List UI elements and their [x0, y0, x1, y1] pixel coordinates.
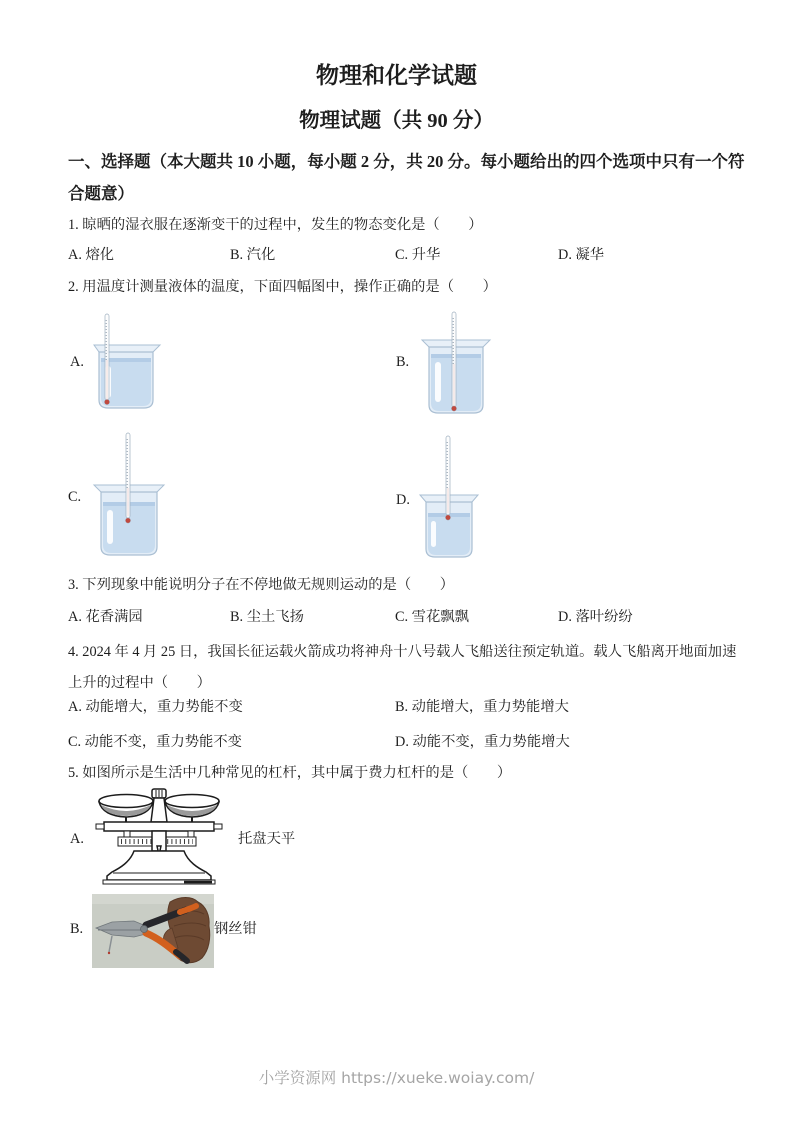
q3-option-c: C. 雪花飘飘 [395, 609, 469, 625]
q4-option-c: C. 动能不变，重力势能不变 [68, 734, 242, 750]
beaker-icon [420, 308, 492, 418]
q2-figure-label-a: A. [70, 354, 84, 370]
beaker-thermometer-figure-b [420, 308, 492, 418]
question-1-text: 1. 晾晒的湿衣服在逐渐变干的过程中，发生的物态变化是（ ） [68, 217, 483, 233]
q5-figure-caption-b: 钢丝钳 [214, 921, 257, 937]
balance-scale-figure [88, 788, 230, 892]
q3-option-d: D. 落叶纷纷 [558, 609, 633, 625]
q5-figure-caption-a: 托盘天平 [238, 831, 296, 847]
q2-figure-label-b: B. [396, 354, 410, 370]
q2-figure-label-c: C. [68, 489, 82, 505]
q1-option-b: B. 汽化 [230, 247, 276, 263]
question-4-text: 4. 2024 年 4 月 25 日，我国长征运载火箭成功将神舟十八号载人飞船送往预定轨道。载人飞船离开地面加速上升的过程中（ ） [68, 644, 737, 691]
q1-option-d: D. 凝华 [558, 247, 605, 263]
q2-figure-label-d: D. [396, 492, 410, 508]
question-5-text: 5. 如图所示是生活中几种常见的杠杆，其中属于费力杠杆的是（ ） [68, 765, 512, 781]
q4-option-b: B. 动能增大，重力势能增大 [395, 699, 569, 715]
question-3-text: 3. 下列现象中能说明分子在不停地做无规则运动的是（ ） [68, 577, 455, 593]
q1-option-a: A. 熔化 [68, 247, 115, 263]
beaker-thermometer-figure-a [92, 308, 162, 410]
balance-scale-icon [88, 788, 230, 892]
q1-option-c: C. 升华 [395, 247, 441, 263]
beaker-thermometer-figure-d [418, 433, 480, 559]
question-1-options [0, 244, 793, 266]
footer-watermark: 小学资源网 https://xueke.woiay.com/ [258, 1069, 535, 1087]
beaker-icon [418, 433, 480, 559]
question-4-options-row-2 [0, 731, 793, 753]
doc-title: 物理和化学试题 [316, 63, 477, 88]
beaker-icon [92, 430, 166, 558]
q3-option-b: B. 尘土飞扬 [230, 609, 304, 625]
q3-option-a: A. 花香满园 [68, 609, 143, 625]
beaker-thermometer-figure-c [92, 430, 166, 558]
q4-option-d: D. 动能不变，重力势能增大 [395, 734, 570, 750]
section-heading: 一、选择题（本大题共 10 小题，每小题 2 分，共 20 分。每小题给出的四个选项中只有一个符合题意） [68, 152, 745, 203]
question-2-text: 2. 用温度计测量液体的温度，下面四幅图中，操作正确的是（ ） [68, 279, 497, 295]
pliers-photo [92, 894, 214, 968]
beaker-icon [92, 308, 162, 410]
q5-figure-label-a: A. [70, 831, 84, 847]
q5-figure-label-b: B. [70, 921, 84, 937]
pliers-icon [92, 894, 214, 968]
doc-subtitle: 物理试题（共 90 分） [299, 110, 494, 132]
question-4-options-row-1 [0, 696, 793, 718]
q4-option-a: A. 动能增大，重力势能不变 [68, 699, 243, 715]
question-3-options [0, 606, 793, 628]
